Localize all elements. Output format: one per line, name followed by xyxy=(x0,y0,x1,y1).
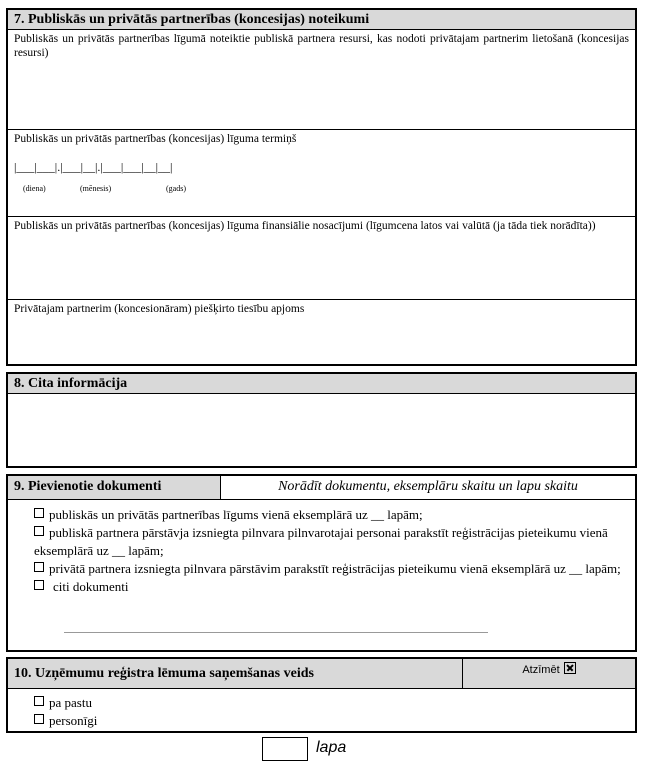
document-item-3: privātā partnera izsniegta pilnvara pārstāvim parakstīt reģistrācijas pieteikumu vienā eksemplārā uz __ lapām; xyxy=(34,560,627,578)
rights-label: Privātajam partnerim (koncesionāram) piešķirto tiesību apjoms xyxy=(14,303,305,315)
section-10 xyxy=(6,657,637,733)
section-10-title: 10. Uzņēmumu reģistra lēmuma saņemšanas veids xyxy=(8,659,463,688)
document-checkbox-3[interactable] xyxy=(34,562,44,572)
resources-label: Publiskās un privātās partnerības līgumā noteiktie publiskā partnera resursi, kas nodoti privātajam partnerim lietošanā (koncesijas resursi) xyxy=(14,33,629,59)
documents-list xyxy=(8,500,635,596)
term-label: Publiskās un privātās partnerības (koncesijas) līguma termiņš xyxy=(14,133,297,145)
section-9-hint: Norādīt dokumentu, eksemplāru skaitu un lapu skaitu xyxy=(278,479,578,494)
delivery-options xyxy=(8,689,635,730)
financial-label: Publiskās un privātās partnerības (koncesijas) līguma finansiālie nosacījumi (līgumcena latos vai valūtā (ja tāda tiek norādīta)) xyxy=(14,220,596,232)
financial-field[interactable] xyxy=(8,217,635,300)
section-7 xyxy=(6,8,637,366)
date-year-label: (gads) xyxy=(166,184,186,193)
other-documents-line[interactable] xyxy=(64,632,488,633)
option-personal-checkbox[interactable] xyxy=(34,714,44,724)
section-7-title: 7. Publiskās un privātās partnerības (koncesijas) noteikumi xyxy=(8,10,635,30)
checked-box-icon xyxy=(564,662,576,674)
date-input[interactable]: |___|___|.|___|__|.|___|___|__|__| xyxy=(14,160,173,174)
date-month-label: (mēnesis) xyxy=(80,184,112,193)
page-label: lapa xyxy=(316,739,347,756)
section-8 xyxy=(6,372,637,468)
section-8-title: 8. Cita informācija xyxy=(8,374,635,394)
date-day-label: (diena) xyxy=(23,184,46,193)
page-number-box[interactable] xyxy=(262,737,308,761)
option-personal: personīgi xyxy=(34,712,627,730)
document-checkbox-1[interactable] xyxy=(34,508,44,518)
document-checkbox-2[interactable] xyxy=(34,526,44,536)
section-9-title: 9. Pievienotie dokumenti xyxy=(8,476,221,499)
mark-cell xyxy=(463,659,635,688)
document-item-1: publiskās un privātās partnerības līgums vienā eksemplārā uz __ lapām; xyxy=(34,506,627,524)
other-info-field[interactable] xyxy=(8,394,635,464)
resources-field[interactable] xyxy=(8,30,635,130)
option-post-checkbox[interactable] xyxy=(34,696,44,706)
option-post: pa pastu xyxy=(34,694,627,712)
section-9 xyxy=(6,474,637,652)
document-item-2: publiskā partnera pārstāvja izsniegta pilnvara pilnvarotajai personai parakstīt reģistrācijas pieteikumu vienā eksemplārā uz __ lapām; xyxy=(34,525,608,558)
term-field xyxy=(8,130,635,217)
document-checkbox-4[interactable] xyxy=(34,580,44,590)
rights-field[interactable] xyxy=(8,300,635,362)
mark-label: Atzīmēt xyxy=(522,664,560,676)
document-item-4: citi dokumenti xyxy=(34,578,627,596)
